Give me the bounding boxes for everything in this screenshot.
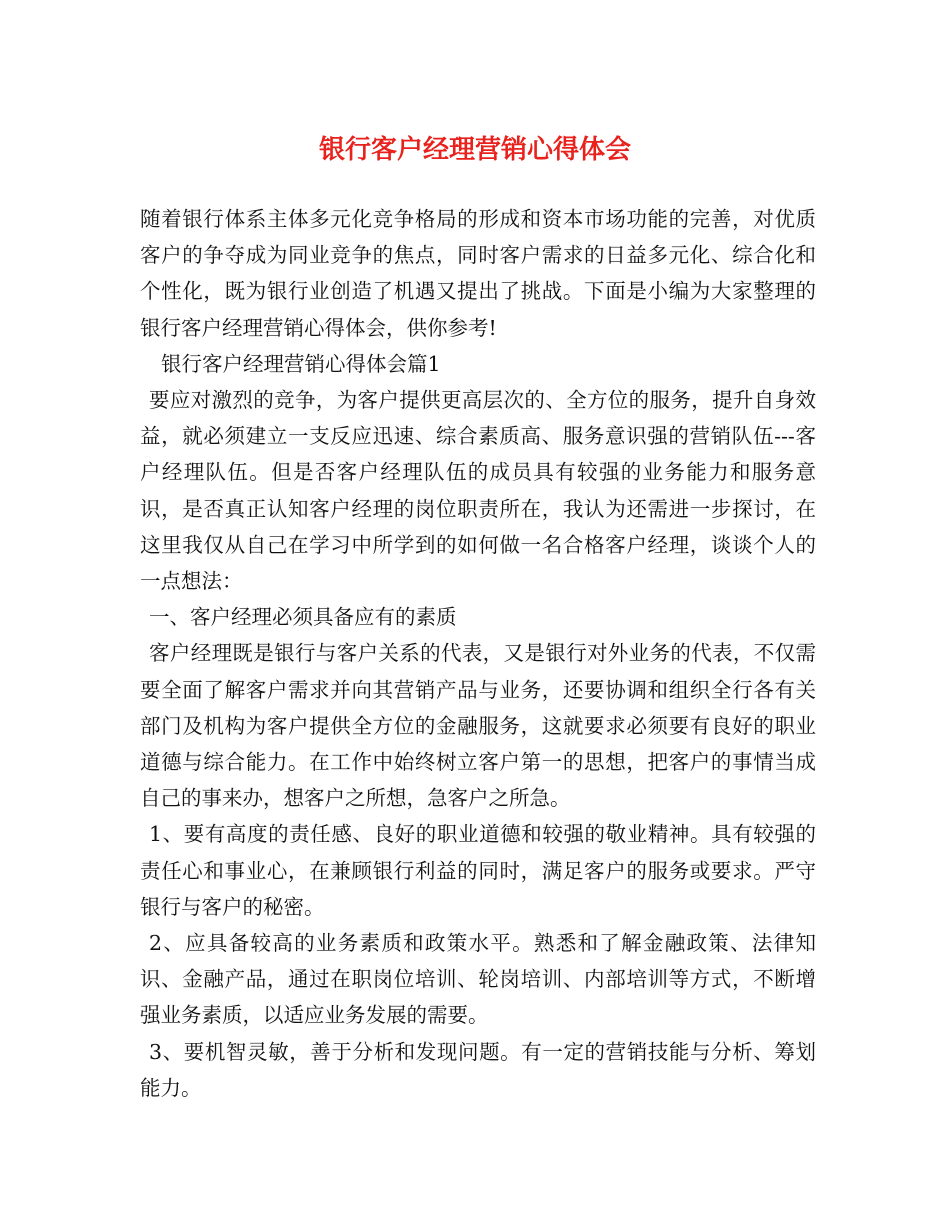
body-paragraph: 客户经理既是银行与客户关系的代表，又是银行对外业务的代表，不仅需要全面了解客户需求并向其营销产品与业务，还要协调和组织全行各有关部门及机构为客户提供全方位的金融服务，这就要求必须要有良好的职业道德与综合能力。在工作中始终树立客户第一的思想，把客户的事情当成自己的事来办，想客户之所想，急客户之所急。 bbox=[140, 641, 816, 811]
section-heading: 一、客户经理必须具备应有的素质 bbox=[149, 605, 457, 630]
section-heading-part1: 银行客户经理营销心得体会篇1 bbox=[161, 351, 441, 376]
document-body bbox=[140, 201, 816, 1106]
list-item: 2、应具备较高的业务素质和政策水平。熟悉和了解金融政策、法律知识、金融产品，通过在职岗位培训、轮岗培训、内部培训等方式，不断增强业务素质，以适应业务发展的需要。 bbox=[140, 931, 816, 1028]
body-paragraph: 要应对激烈的竞争，为客户提供更高层次的、全方位的服务，提升自身效益，就必须建立一支反应迅速、综合素质高、服务意识强的营销队伍---客户经理队伍。但是否客户经理队伍的成员具有较强的业务能力和服务意识，是否真正认知客户经理的岗位职责所在，我认为还需进一步探讨，在这里我仅从自己在学习中所学到的如何做一名合格客户经理，谈谈个人的一点想法： bbox=[140, 388, 816, 594]
intro-paragraph: 随着银行体系主体多元化竞争格局的形成和资本市场功能的完善，对优质客户的争夺成为同业竞争的焦点，同时客户需求的日益多元化、综合化和个性化，既为银行业创造了机遇又提出了挑战。下面是小编为大家整理的银行客户经理营销心得体会，供你参考! bbox=[140, 207, 816, 340]
document-title: 银行客户经理营销心得体会 bbox=[318, 135, 631, 165]
list-item: 3、要机智灵敏，善于分析和发现问题。有一定的营销技能与分析、筹划能力。 bbox=[140, 1039, 816, 1100]
list-item: 1、要有高度的责任感、良好的职业道德和较强的敬业精神。具有较强的责任心和事业心，在兼顾银行利益的同时，满足客户的服务或要求。严守银行与客户的秘密。 bbox=[140, 822, 816, 919]
